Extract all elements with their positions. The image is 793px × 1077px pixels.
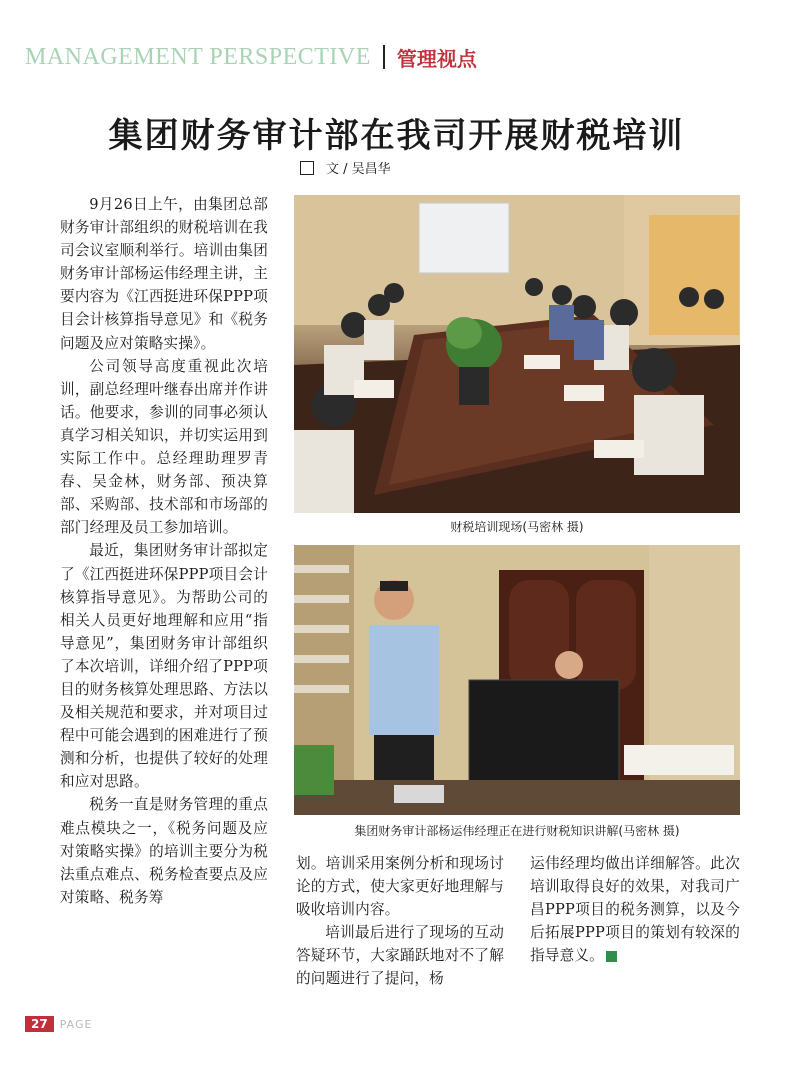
photo1-caption: 财税培训现场(马密林 摄)	[450, 520, 584, 534]
paragraph: 培训最后进行了现场的互动答疑环节，大家踊跃地对不了解的问题进行了提问，杨	[296, 924, 504, 988]
paragraph-text: 运伟经理均做出详细解答。此次培训取得良好的效果，对我司广昌PPP项目的税务测算，以及今后拓展PPP项目的策划有较深的指导意义。	[530, 855, 740, 965]
byline-box-icon	[300, 161, 314, 175]
article-column-middle	[296, 852, 504, 991]
paragraph: 公司领导高度重视此次培训，副总经理叶继春出席并作讲话。他要求，参训的同事必须认真学习相关知识，并切实运用到实际工作中。总经理助理罗青春、吴金林，财务部、预决算部、采购部、技术部和市场部的部门经理及员工参加培训。	[60, 357, 268, 537]
byline-author: 文 / 吴昌华	[326, 162, 391, 177]
photo2-caption: 集团财务审计部杨运伟经理正在进行财税知识讲解(马密林 摄)	[354, 824, 680, 838]
section-title-en: MANAGEMENT PERSPECTIVE	[25, 43, 371, 70]
paragraph	[530, 852, 740, 967]
page-number: 27	[25, 1016, 54, 1032]
training-meeting-photo	[294, 195, 740, 513]
presenter-illustration	[294, 545, 740, 815]
page-footer	[25, 1016, 92, 1032]
header-divider	[383, 45, 385, 69]
presenter-photo	[294, 545, 740, 815]
section-header	[25, 42, 477, 72]
section-title-cn: 管理视点	[396, 46, 477, 71]
end-mark-icon	[606, 951, 617, 962]
paragraph: 划。培训采用案例分析和现场讨论的方式，使大家更好地理解与吸收培训内容。	[296, 855, 504, 919]
page-label: PAGE	[59, 1017, 93, 1031]
meeting-room-illustration	[294, 195, 740, 513]
article-column-left	[60, 193, 268, 909]
paragraph: 9月26日上午，由集团总部财务审计部组织的财税培训在我司会议室顺利举行。培训由集团财务审计部杨运伟经理主讲，主要内容为《江西挺进环保PPP项目会计核算指导意见》和《税务问题及应对策略实操》。	[60, 196, 268, 352]
paragraph: 最近，集团财务审计部拟定了《江西挺进环保PPP项目会计核算指导意见》。为帮助公司的相关人员更好地理解和应用“指导意见”，集团财务审计部组织了本次培训，详细介绍了PPP项目的财务核算处理思路、方法以及相关规范和要求，并对项目过程中可能会遇到的困难进行了预测和分析，也提供了较好的处理和应对思路。	[60, 542, 268, 791]
article-title: 集团财务审计部在我司开展财税培训	[108, 116, 685, 156]
paragraph: 税务一直是财务管理的重点难点模块之一，《税务问题及应对策略实操》的培训主要分为税法重点难点、税务检查要点及应对策略、税务筹	[60, 796, 268, 906]
article-column-right	[530, 852, 740, 967]
byline	[300, 158, 391, 177]
